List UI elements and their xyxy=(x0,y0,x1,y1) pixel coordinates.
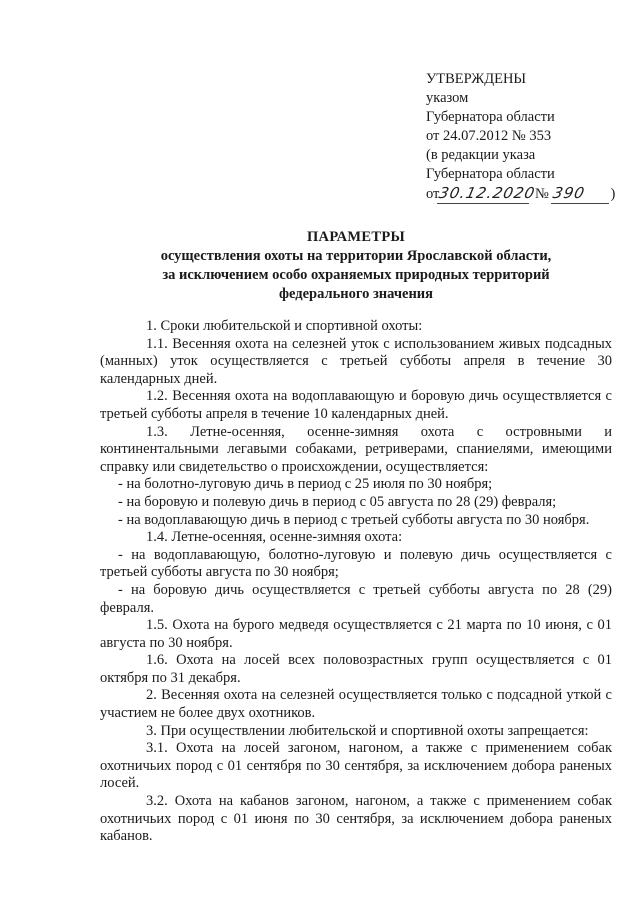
approval-line-5: (в редакции указа xyxy=(426,147,536,163)
approval-line-4: от 24.07.2012 № 353 xyxy=(426,128,552,144)
list-item: - на болотно-луговую дичь в период с 25 июля по 30 ноября; xyxy=(118,476,493,493)
paragraph-1-6: 1.6. Охота на лосей всех половозрастных групп осуществляется с 01 октября по 31 декабря. xyxy=(100,652,612,686)
document-body xyxy=(100,318,612,846)
paragraph-2: 2. Весенняя охота на селезней осуществляется только с подсадной уткой с участием не более двух охотников. xyxy=(100,687,612,722)
list-item: - на водоплавающую, болотно-луговую и полевую дичь осуществляется с третьей субботы августа по 30 ноября; xyxy=(100,546,612,581)
title-line-1: осуществления охоты на территории Ярославской области, xyxy=(160,248,552,264)
title-line-3: федерального значения xyxy=(278,286,433,302)
title-line-2: за исключением особо охраняемых природных территорий xyxy=(162,267,550,283)
paragraph-1-2: 1.2. Весенняя охота на водоплавающую и боровую дичь осуществляется с третьей субботы апреля в течение 10 календарных дней. xyxy=(100,388,612,422)
list-item: - на боровую и полевую дичь в период с 05 августа по 28 (29) февраля; xyxy=(118,493,557,510)
approval-line-7 xyxy=(426,184,615,204)
approval-block xyxy=(426,70,615,204)
paragraph-1-4: 1.4. Летне-осенняя, осенне-зимняя охота: xyxy=(146,529,403,546)
paragraph-3-2: 3.2. Охота на кабанов загоном, нагоном, а также с применением собак охотничьих пород с 01 июня по 30 сентября, за исключением добора раненых кабанов. xyxy=(100,793,612,845)
list-item: - на боровую дичь осуществляется с третьей субботы августа по 28 (29) февраля. xyxy=(100,581,612,616)
approval-line-3: Губернатора области xyxy=(426,109,555,125)
paragraph-3-1: 3.1. Охота на лосей загоном, нагоном, а также с применением собак охотничьих пород с 01 сентября по 30 сентября, за исключением добора раненых лосей. xyxy=(100,740,612,792)
title-heading: ПАРАМЕТРЫ xyxy=(306,229,406,245)
paragraph-1-3: 1.3. Летне-осенняя, осенне-зимняя охота с островными и континентальными легавыми собаками, ретриверами, спаниелями, имеющими справку или свидетельство о происхождении, осуществляется: xyxy=(100,423,612,475)
list-item: - на водоплавающую дичь в период с третьей субботы августа по 30 ноября. xyxy=(118,511,590,528)
approval-date-prefix: от xyxy=(426,186,440,202)
paragraph-1-5: 1.5. Охота на бурого медведя осуществляется с 21 марта по 10 июня, с 01 августа по 30 ноября. xyxy=(100,617,612,651)
approval-number-sign: № xyxy=(535,186,549,202)
paragraph-3: 3. При осуществлении любительской и спортивной охоты запрещается: xyxy=(146,722,589,739)
approval-line-1: УТВЕРЖДЕНЫ xyxy=(426,71,527,87)
approval-line-6: Губернатора области xyxy=(426,166,555,182)
approval-closing-paren: ) xyxy=(610,186,616,202)
handwritten-number: 390 xyxy=(550,184,612,204)
handwritten-date: 30.12.2020 xyxy=(437,184,538,202)
paragraph-1-1: 1.1. Весенняя охота на селезней уток с использованием живых подсадных (манных) уток осуществляется с третьей субботы апреля в течение 30 календарных дней. xyxy=(100,335,612,387)
paragraph-1: 1. Сроки любительской и спортивной охоты: xyxy=(146,318,423,334)
approval-line-2: указом xyxy=(426,90,469,106)
document-title xyxy=(100,228,612,304)
